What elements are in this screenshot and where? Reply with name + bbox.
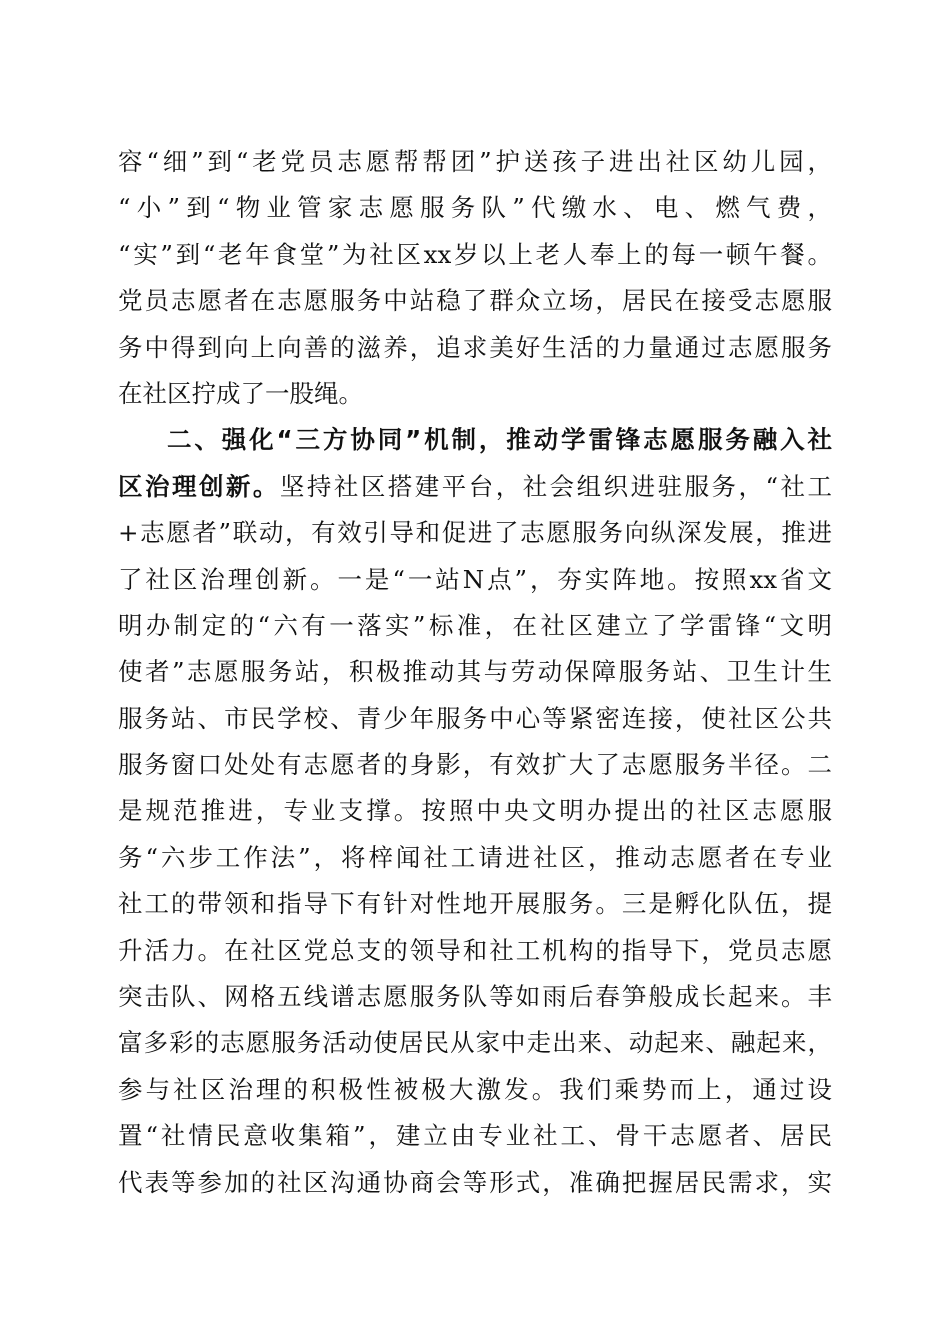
paragraph-line: “小”到“物业管家志愿服务队”代缴水、电、燃气费， xyxy=(118,193,832,223)
paragraph-line: “实”到“老年食堂”为社区xx岁以上老人奉上的每一顿午餐。 xyxy=(118,239,832,269)
paragraph-line: 明办制定的“六有一落实”标准，在社区建立了学雷锋“文明 xyxy=(118,610,832,640)
document-page xyxy=(118,139,832,1206)
paragraph-1 xyxy=(118,139,832,417)
paragraph-line: 务中得到向上向善的滋养，追求美好生活的力量通过志愿服务 xyxy=(118,332,832,362)
paragraph-line: 参与社区治理的积极性被极大激发。我们乘势而上，通过设 xyxy=(118,1074,832,1104)
section-heading-continued: 区治理创新。 xyxy=(118,471,280,501)
paragraph-line: 社工的带领和指导下有针对性地开展服务。三是孵化队伍，提 xyxy=(118,889,832,919)
paragraph-line: 务“六步工作法”，将梓闻社工请进社区，推动志愿者在专业 xyxy=(118,842,832,872)
section-heading: 二、强化“三方协同”机制，推动学雷锋志愿服务融入社 xyxy=(167,425,832,455)
paragraph-line: 服务窗口处处有志愿者的身影，有效扩大了志愿服务半径。二 xyxy=(118,750,832,780)
paragraph-line: +志愿者”联动，有效引导和促进了志愿服务向纵深发展，推进 xyxy=(118,518,832,548)
paragraph-line: 服务站、市民学校、青少年服务中心等紧密连接，使社区公共 xyxy=(118,703,832,733)
paragraph-line: 容“细”到“老党员志愿帮帮团”护送孩子进出社区幼儿园， xyxy=(118,147,832,176)
paragraph-line: 是规范推进，专业支撑。按照中央文明办提出的社区志愿服 xyxy=(118,796,832,826)
paragraph-line: 了社区治理创新。一是“一站N点”，夯实阵地。按照xx省文 xyxy=(118,564,832,594)
paragraph-line: 富多彩的志愿服务活动使居民从家中走出来、动起来、融起来， xyxy=(118,1028,832,1058)
paragraph-line: 置“社情民意收集箱”，建立由专业社工、骨干志愿者、居民 xyxy=(118,1121,832,1151)
paragraph-line xyxy=(118,464,832,510)
paragraph-2 xyxy=(118,417,832,1206)
paragraph-line: 突击队、网格五线谱志愿服务队等如雨后春笋般成长起来。丰 xyxy=(118,982,832,1012)
paragraph-line: 代表等参加的社区沟通协商会等形式，准确把握居民需求，实 xyxy=(118,1167,832,1197)
paragraph-line: 使者”志愿服务站，积极推动其与劳动保障服务站、卫生计生 xyxy=(118,657,832,687)
paragraph-text: 坚持社区搭建平台，社会组织进驻服务，“社工 xyxy=(279,471,833,501)
paragraph-line: 党员志愿者在志愿服务中站稳了群众立场，居民在接受志愿服 xyxy=(118,286,832,316)
paragraph-line: 升活力。在社区党总支的领导和社工机构的指导下，党员志愿 xyxy=(118,935,832,965)
paragraph-line: 在社区拧成了一股绳。 xyxy=(118,378,363,408)
